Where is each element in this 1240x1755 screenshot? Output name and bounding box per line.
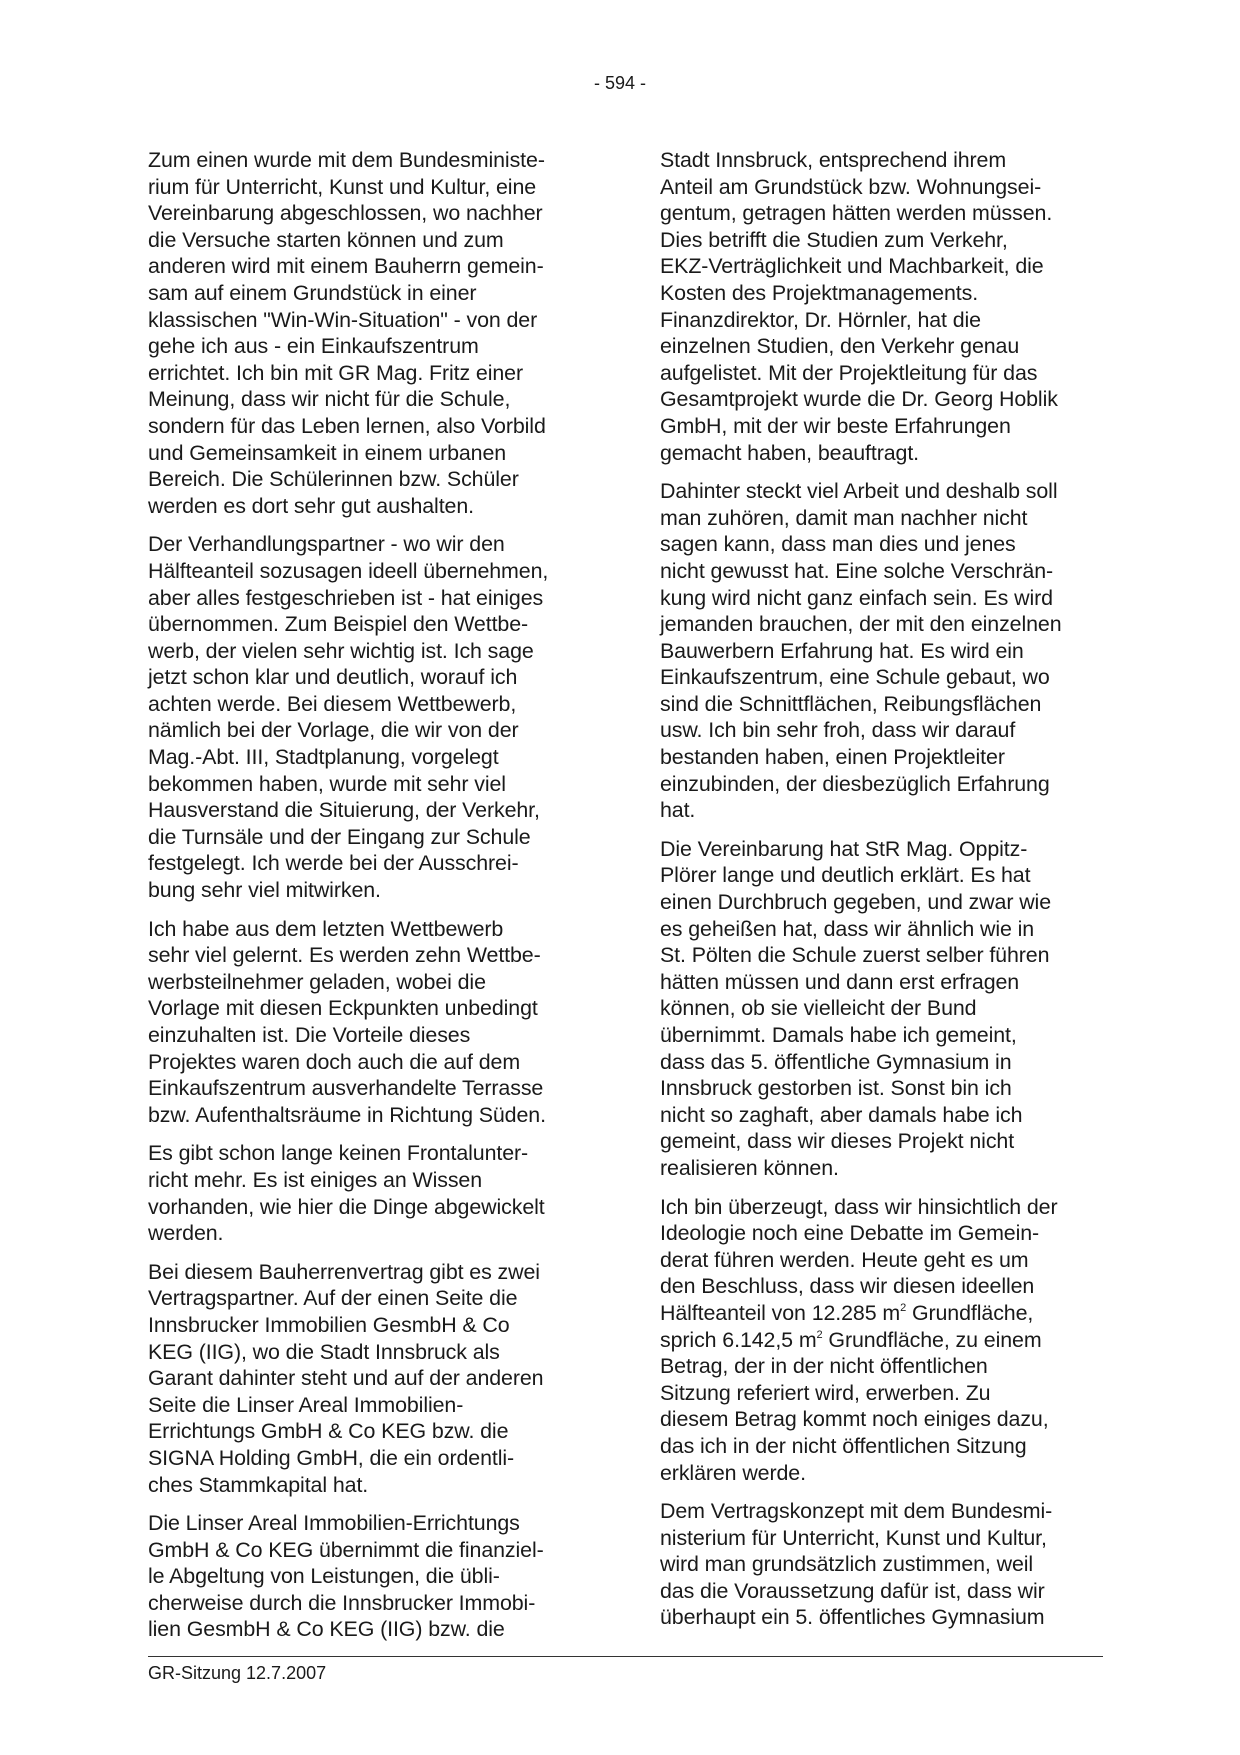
left-column [148,147,590,1655]
text-segment: Grundfläche, sprich 6.142,5 m [660,1300,1034,1352]
text-segment: Grundfläche, zu einem Betrag, der in der nicht öffentlichen Sitzung referiert wird, erwerben. Zu diesem Betrag kommt noch einiges dazu, das ich in der nicht öffentlichen Sitzung erklären werde. [660,1327,1049,1485]
page-number: - 594 - [593,73,647,93]
paragraph: Es gibt schon lange keinen Frontalunter- richt mehr. Es ist einiges an Wissen vorhanden, wie hier die Dinge abgewickelt werden. [148,1141,545,1246]
paragraph: Dahinter steckt viel Arbeit und deshalb soll man zuhören, damit man nachher nicht sagen kann, dass man dies und jenes nicht gewusst hat. Eine solche Verschrän- kung wird nicht ganz einfach sein. Es wird jemanden brauchen, der mit den einzelnen Bauwerbern Erfahrung hat. Es wird ein Einkaufszentrum, eine Schule gebaut, wo sind die Schnittflächen, Reibungsflächen usw. Ich bin sehr froh, dass wir darauf bestanden haben, einen Projektleiter einzubinden, der diesbezüglich Erfahrung hat. [660,479,1062,823]
paragraph: Dem Vertragskonzept mit dem Bundesmi- nisterium für Unterricht, Kunst und Kultur, wird man grundsätzlich zustimmen, weil das die Voraussetzung dafür ist, dass wir überhaupt ein 5. öffentliches Gymnasium [660,1499,1053,1630]
paragraph: Die Vereinbarung hat StR Mag. Oppitz- Plörer lange und deutlich erklärt. Es hat einen Durchbruch gegeben, und zwar wie es geheißen hat, dass wir ähnlich wie in St. Pölten die Schule zuerst selber führen hätten müssen und dann erst erfragen können, ob sie vielleicht der Bund übernimmt. Damals habe ich gemeint, dass das 5. öffentliche Gymnasium in Innsbruck gestorben ist. Sonst bin ich nicht so zaghaft, aber damals habe ich gemeint, dass wir dieses Projekt nicht realisieren können. [660,836,1051,1180]
paragraph: Bei diesem Bauherrenvertrag gibt es zwei Vertragspartner. Auf der einen Seite die Innsbrucker Immobilien GesmbH & Co KEG (IIG), wo die Stadt Innsbruck als Garant dahinter steht und auf der anderen Seite die Linser Areal Immobilien- Errichtungs GmbH & Co KEG bzw. die SIGNA Holding GmbH, die ein ordentli- ches Stammkapital hat. [148,1259,544,1497]
right-column [660,147,1102,1643]
paragraph: Die Linser Areal Immobilien-Errichtungs GmbH & Co KEG übernimmt die finanziel- le Abgeltung von Leistungen, die übli- cherweise durch die Innsbrucker Immobi- lien GesmbH & Co KEG (IIG) bzw. die [148,1511,544,1642]
superscript: 2 [816,1328,823,1341]
paragraph: Der Verhandlungspartner - wo wir den Hälfteanteil sozusagen ideell übernehmen, aber alles festgeschrieben ist - hat einiges übernommen. Zum Beispiel den Wettbe- werb, der vielen sehr wichtig ist. Ich sage jetzt schon klar und deutlich, worauf ich achten werde. Bei diesem Wettbewerb, nämlich bei der Vorlage, die wir von der Mag.-Abt. III, Stadtplanung, vorgelegt bekommen haben, wurde mit sehr viel Hausverstand die Situierung, der Verkehr, die Turnsäle und der Eingang zur Schule festgelegt. Ich werde bei der Ausschrei- bung sehr viel mitwirken. [148,532,549,903]
paragraph: Stadt Innsbruck, entsprechend ihrem Anteil am Grundstück bzw. Wohnungsei- gentum, getragen hätten werden müssen. Dies betrifft die Studien zum Verkehr, EKZ-Verträglichkeit und Machbarkeit, die Kosten des Projektmanagements. Finanzdirektor, Dr. Hörnler, hat die einzelnen Studien, den Verkehr genau aufgelistet. Mit der Projektleitung für das Gesamtprojekt wurde die Dr. Georg Hoblik GmbH, mit der wir beste Erfahrungen gemacht haben, beauftragt. [660,148,1058,465]
footer-divider [148,1656,1103,1657]
footer-session: GR-Sitzung 12.7.2007 [148,1663,327,1683]
superscript: 2 [900,1301,907,1314]
paragraph: Ich habe aus dem letzten Wettbewerb sehr viel gelernt. Es werden zehn Wettbe- werbsteilnehmer geladen, wobei die Vorlage mit diesen Eckpunkten unbedingt einzuhalten ist. Die Vorteile dieses Projektes waren doch auch die auf dem Einkaufszentrum ausverhandelte Terrasse bzw. Aufenthaltsräume in Richtung Süden. [148,916,546,1127]
paragraph: Zum einen wurde mit dem Bundesministe- rium für Unterricht, Kunst und Kultur, eine Vereinbarung abgeschlossen, wo nachher die Versuche starten können und zum anderen wird mit einem Bauherrn gemein- sam auf einem Grundstück in einer klassischen "Win-Win-Situation" - von der gehe ich aus - ein Einkaufszentrum errichtet. Ich bin mit GR Mag. Fritz einer Meinung, dass wir nicht für die Schule, sondern für das Leben lernen, also Vorbild und Gemeinsamkeit in einem urbanen Bereich. Die Schülerinnen bzw. Schüler werden es dort sehr gut aushalten. [148,148,546,518]
paragraph-area [660,1194,1102,1487]
text-segment: Ich bin überzeugt, dass wir hinsichtlich der Ideologie noch eine Debatte im Gemein- derat führen werden. Heute geht es um den Beschluss, dass wir diesen ideellen Hälfteanteil von 12.285 m [660,1194,1058,1325]
